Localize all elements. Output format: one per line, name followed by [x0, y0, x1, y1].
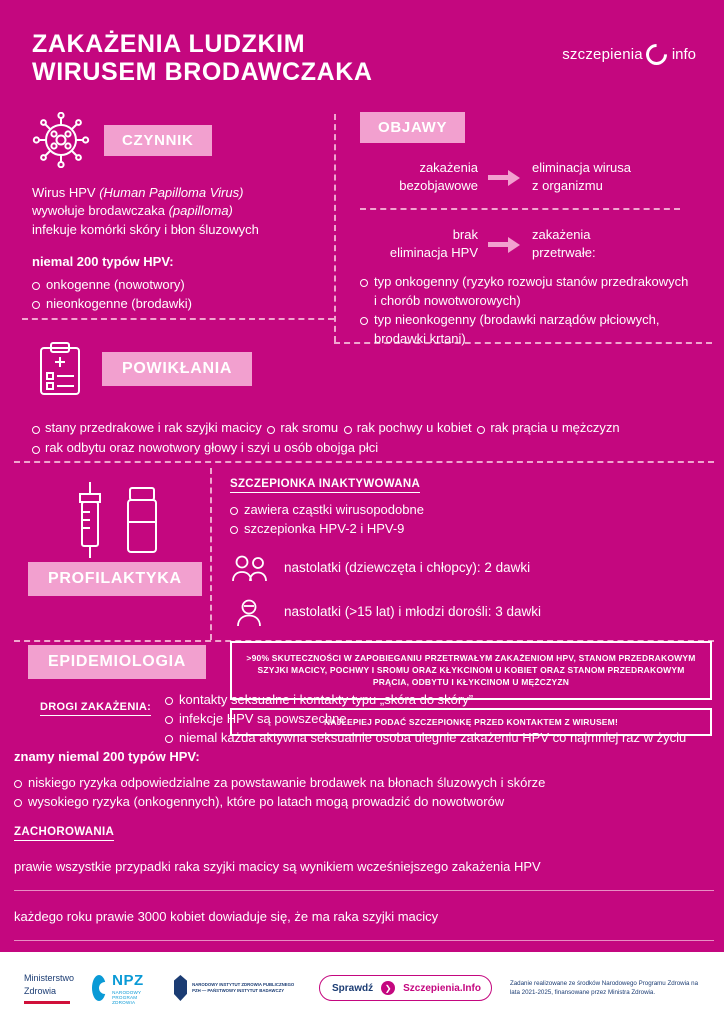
epidemiologia-label-wrap: [28, 645, 206, 679]
clipboard-icon: [32, 340, 88, 398]
npz-logo: [92, 972, 156, 1005]
powiklania-label: POWIKŁANIA: [102, 352, 252, 386]
logo-text: szczepienia: [562, 46, 643, 63]
list-item: szczepionka HPV-2 i HPV-9: [230, 520, 712, 539]
virus-icon: [32, 112, 90, 168]
syringe-vial-icon: [68, 478, 180, 562]
czynnik-header: [32, 112, 322, 168]
list-item: niemal każda aktywna seksualnie osoba ulegnie zakażeniu HPV co najmniej raz w życiu: [165, 729, 720, 748]
cases-line-2: każdego roku prawie 3000 kobiet dowiaduje się, że ma raka szyjki macicy: [14, 909, 714, 941]
divider-horizontal-profilaktyka: [14, 461, 714, 463]
dose-row-adults: [230, 597, 712, 627]
flow-1-right-line2: z organizmu: [532, 177, 603, 193]
czynnik-line-1: [32, 184, 322, 202]
flow-1-left: [360, 159, 478, 194]
section-objawy: [360, 112, 692, 349]
npz-sub: NARODOWY PROGRAM ZDROWIA: [112, 989, 142, 1005]
objawy-list: [360, 273, 692, 348]
objawy-label: OBJAWY: [360, 112, 465, 143]
arrow-right-icon: [488, 168, 522, 186]
nizp-text: NARODOWY INSTYTUT ZDROWIA PUBLICZNEGO PZH — PAŃSTWOWY INSTYTUT BADAWCZY: [192, 981, 295, 993]
czynnik-text-2: wywołuje brodawczaka: [32, 203, 165, 219]
list-item: typ onkogenny (ryzyko rozwoju stanów przedrakowych i chorób nowotworowych): [360, 273, 692, 311]
list-item: niskiego ryzyka odpowiedzialne za powstawanie brodawek na błonach śluzowych i skórze: [14, 774, 714, 793]
nizp-logo: [174, 975, 301, 1001]
flow-1-left-line2: bezobjawowe: [399, 177, 478, 193]
list-item: kontakty seksualne i kontakty typu „skóra do skóry”: [165, 691, 720, 710]
vaccine-subhead: SZCZEPIONKA INAKTYWOWANA: [230, 478, 420, 493]
cases-line-1: prawie wszystkie przypadki raka szyjki macicy są wynikiem wcześniejszego zakażenia HPV: [14, 859, 714, 891]
czynnik-list: [32, 276, 322, 314]
flow-2-right-line1: zakażenia: [532, 227, 591, 243]
czynnik-text-2-italic: (papilloma): [168, 203, 233, 219]
czynnik-line-2: [32, 202, 322, 220]
efficacy-box: >90% SKUTECZNOŚCI W ZAPOBIEGANIU PRZETRWAŁYM ZAKAŻENIOM HPV, STANOM PRZEDRAKOWYM SZYJKI MACICY, POCHWY I SROMU ORAZ KŁYKCINOM U KOBIET ORAZ STANOM PRZEDRAKOWYM PRĄCIA, ODBYTU I KŁYKCINOM U MĘŻCZYZN: [230, 641, 712, 700]
list-item: rak prącia u mężczyzn: [477, 420, 619, 435]
flow-1-right-line1: eliminacja wirusa: [532, 160, 631, 175]
ways-head: DROGI ZAKAŻENIA:: [40, 701, 151, 716]
timing-box: NAJLEPIEJ PODAĆ SZCZEPIONKĘ PRZED KONTAKTEM Z WIRUSEM!: [230, 708, 712, 736]
types-list: [14, 774, 714, 812]
objawy-flow-row-1: [360, 159, 692, 194]
shield-icon: [174, 975, 187, 1001]
npz-mark-icon: [92, 975, 106, 1001]
flow-1-right: [532, 159, 692, 194]
ministry-line2: Zdrowia: [24, 985, 57, 996]
two-teens-icon: [230, 553, 270, 583]
check-site: Szczepienia.Info: [403, 982, 481, 994]
circle-c-icon: [641, 40, 671, 70]
profilaktyka-label-wrap: [28, 562, 202, 596]
section-powiklania: [32, 340, 692, 457]
dose-row-teens: [230, 553, 712, 583]
divider-horizontal-czynnik: [22, 318, 334, 320]
section-types: [14, 748, 714, 812]
list-item: rak pochwy u kobiet: [344, 420, 472, 435]
page-header: [0, 0, 724, 86]
list-item: wysokiego ryzyka (onkogennych), które po latach mogą prowadzić do nowotworów: [14, 793, 714, 812]
page-title: [32, 30, 373, 86]
section-zachorowania: [14, 822, 714, 941]
divider-vertical-profilaktyka: [210, 468, 212, 640]
flow-2-right: [532, 226, 692, 261]
czynnik-body: [32, 184, 322, 314]
list-item: stany przedrakowe i rak szyjki macicy: [32, 420, 262, 435]
ministry-bar: [24, 1001, 70, 1004]
list-item: infekcje HPV są powszechne: [165, 710, 720, 729]
flow-2-left-line2: eliminacja HPV: [389, 244, 478, 260]
page-title-line2: WIRUSEM BRODAWCZAKA: [32, 58, 373, 86]
powiklania-header: [32, 340, 692, 398]
czynnik-text-1-italic: (Human Papilloma Virus): [99, 185, 244, 200]
cases-head: ZACHOROWANIA: [14, 826, 114, 841]
ways-head-wrap: [40, 697, 170, 716]
check-button[interactable]: [319, 975, 492, 1001]
divider-vertical-main: [334, 114, 336, 342]
ways-list: [165, 691, 720, 748]
page-title-line1: ZAKAŻENIA LUDZKIM: [32, 30, 306, 58]
adult-icon: [230, 597, 270, 627]
ministry-logo: [24, 972, 74, 1003]
szczepienia-info-logo[interactable]: [562, 44, 696, 65]
czynnik-label: CZYNNIK: [104, 125, 212, 156]
vaccine-list: [230, 501, 712, 539]
section-czynnik: [32, 112, 322, 314]
list-item: onkogenne (nowotwory): [32, 276, 322, 295]
flow-1-left-line1: zakażenia: [419, 160, 478, 175]
list-item: rak sromu: [267, 420, 338, 435]
flow-2-left: [360, 226, 478, 261]
page-footer: [0, 952, 724, 1024]
list-item: nieonkogenne (brodawki): [32, 295, 322, 314]
list-item: rak odbytu oraz nowotwory głowy i szyi u osób obojga płci: [32, 440, 378, 455]
list-item: typ nieonkogenny (brodawki narządów płciowych, brodawki krtani): [360, 311, 692, 349]
list-item: zawiera cząstki wirusopodobne: [230, 501, 712, 520]
logo-info-text: info: [671, 46, 696, 63]
footer-note: Zadanie realizowane ze środków Narodowego Programu Zdrowia na lata 2021-2025, finansowane przez Ministra Zdrowia.: [509, 979, 699, 996]
arrow-right-icon: [488, 235, 522, 253]
czynnik-subhead: niemal 200 typów HPV:: [32, 254, 174, 270]
divider-horizontal-flow: [360, 208, 680, 210]
objawy-flow-row-2: [360, 226, 692, 261]
epidemiologia-label: EPIDEMIOLOGIA: [28, 645, 206, 679]
flow-2-left-line1: brak: [452, 227, 478, 243]
czynnik-text-1: Wirus HPV: [32, 185, 96, 200]
types-head: znamy niemal 200 typów HPV:: [14, 749, 200, 764]
czynnik-text-3: infekuje komórki skóry i błon śluzowych: [32, 221, 259, 237]
arrow-right-icon: ❯: [381, 981, 395, 995]
dose-text-adults: nastolatki (>15 lat) i młodzi dorośli: 3 dawki: [284, 604, 541, 620]
profilaktyka-label: PROFILAKTYKA: [28, 562, 202, 596]
dose-text-teens: nastolatki (dziewczęta i chłopcy): 2 dawki: [284, 560, 531, 576]
powiklania-list: [32, 418, 692, 457]
flow-2-right-line2: przetrwałe:: [532, 244, 596, 260]
check-label: Sprawdź: [332, 982, 374, 994]
ministry-line1: Ministerstwo: [24, 973, 75, 984]
npz-text: NPZ: [112, 971, 144, 989]
